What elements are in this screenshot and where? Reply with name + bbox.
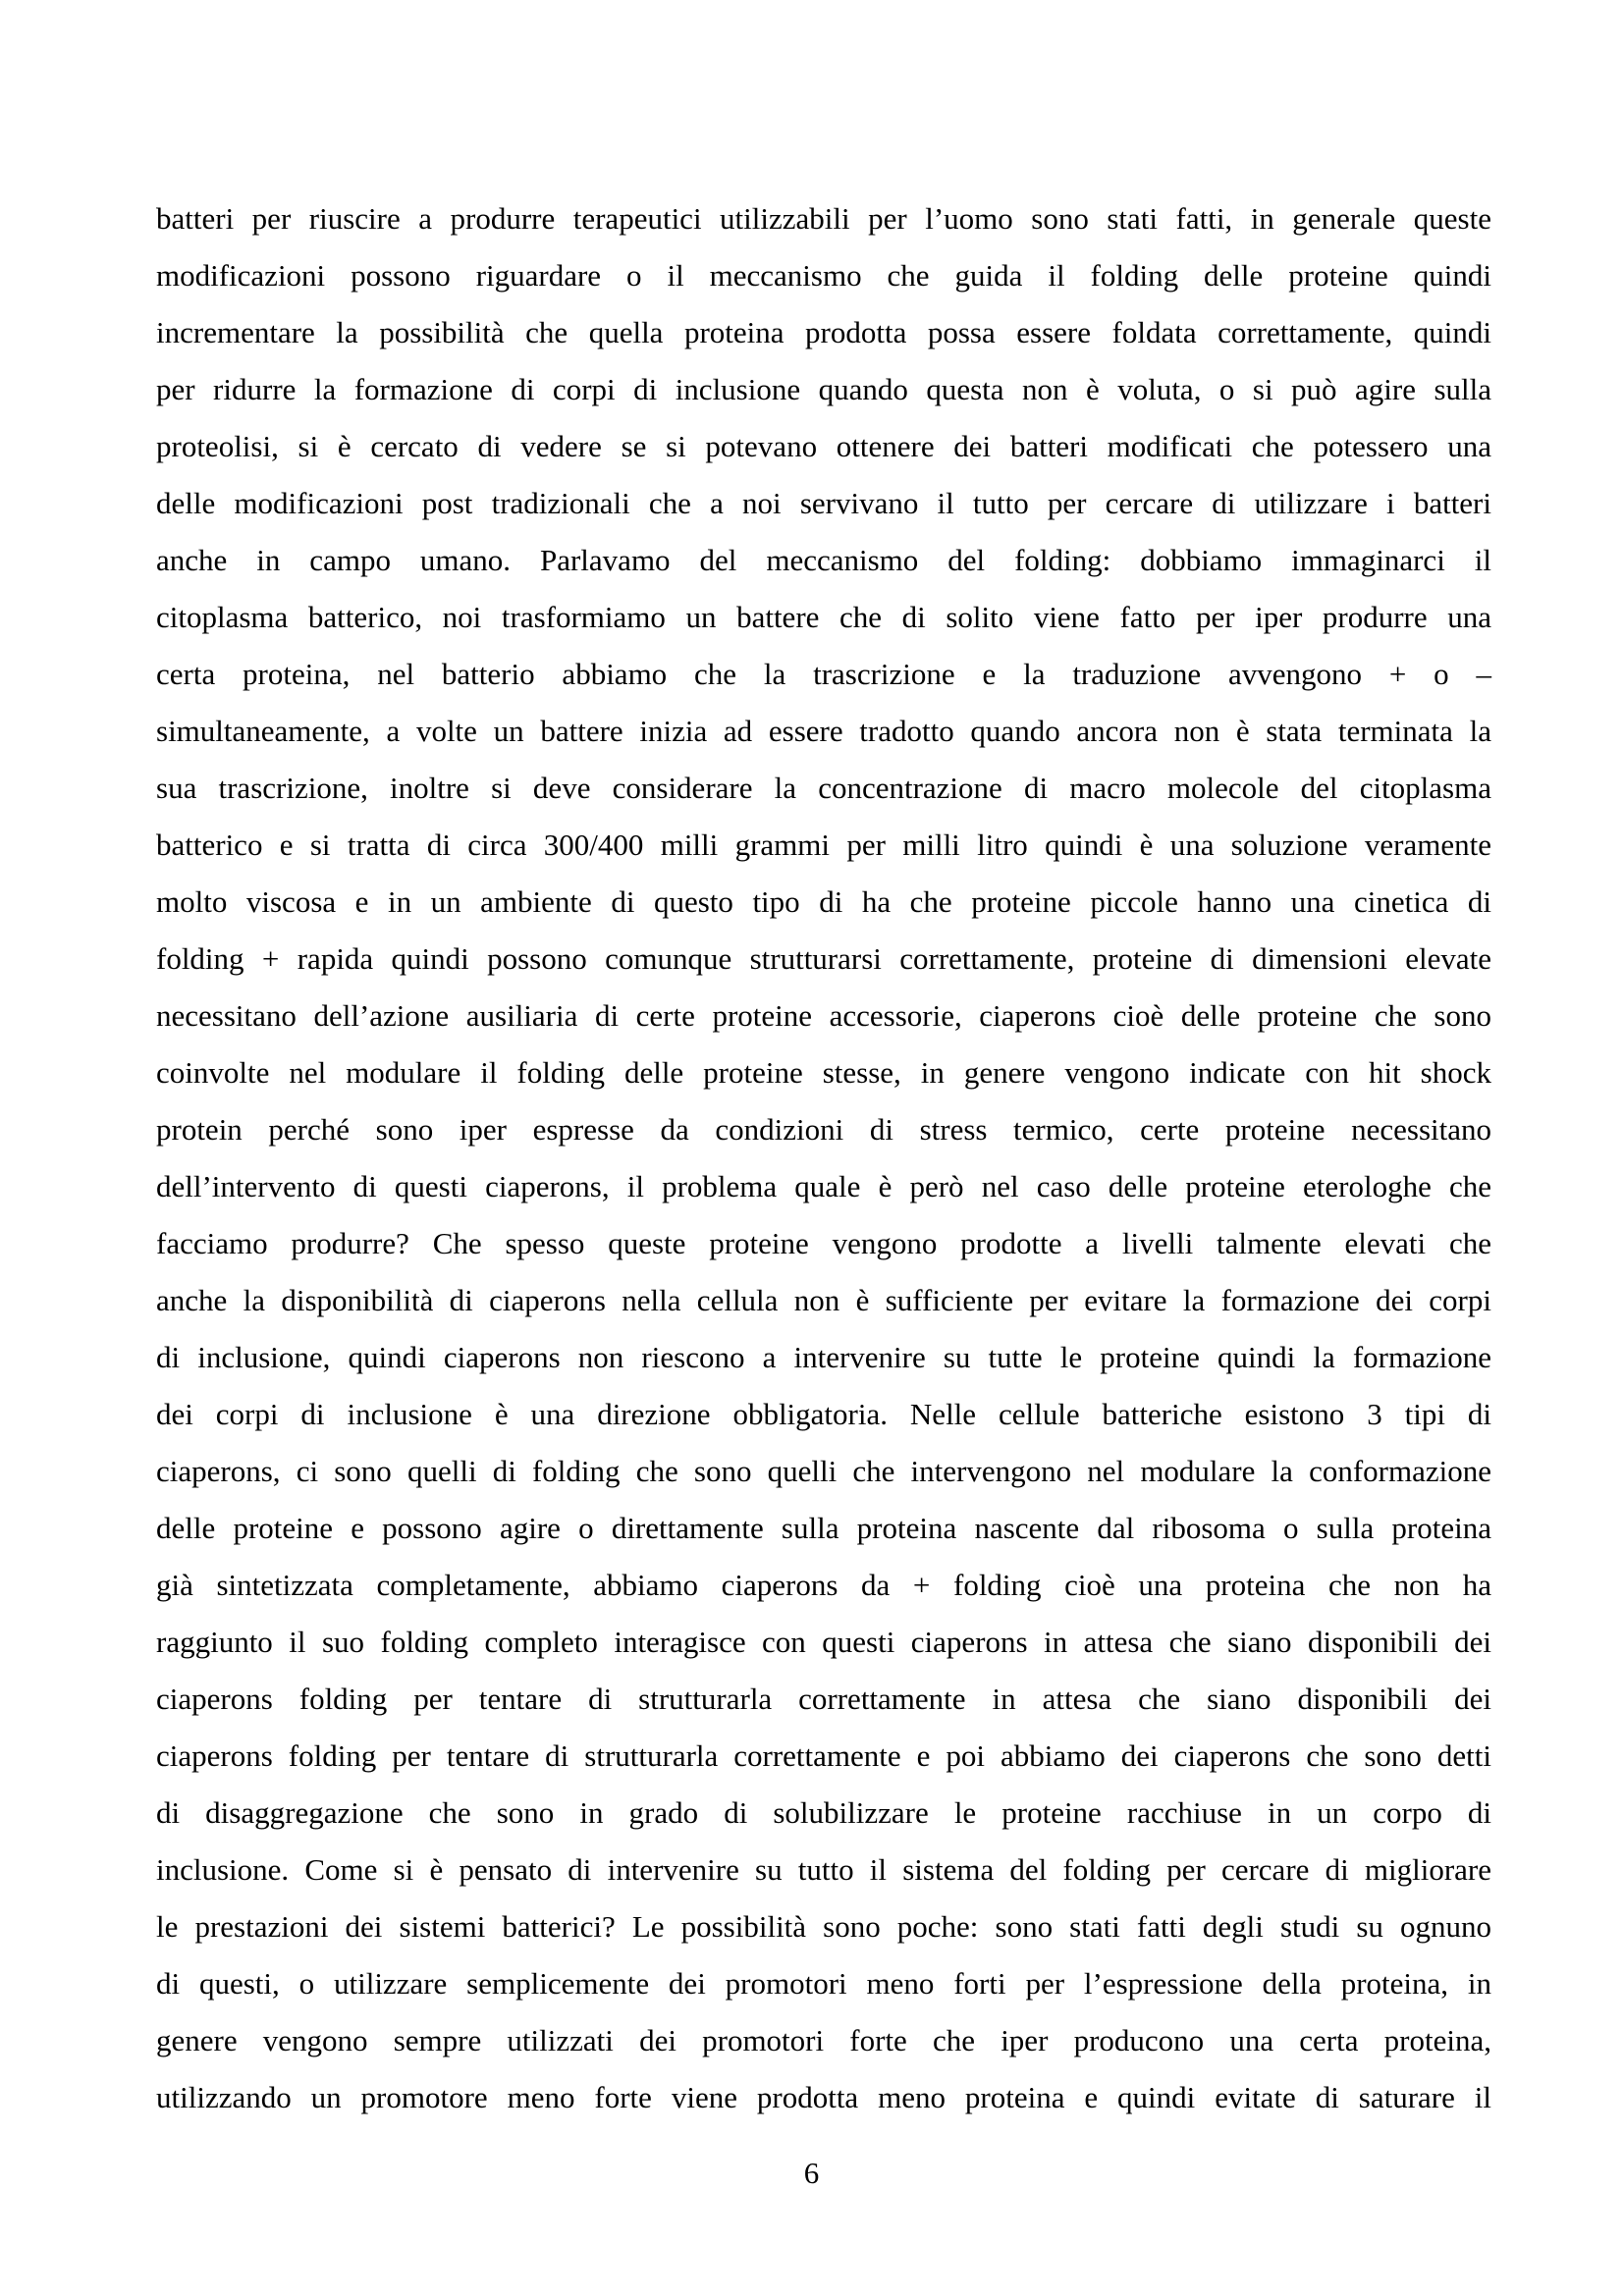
text-line: delle proteine e possono agire o direttamente sulla proteina nascente dal ribosoma o sulla proteina bbox=[156, 1511, 1491, 1545]
text-line: proteolisi, si è cercato di vedere se si potevano ottenere dei batteri modificati che potessero una bbox=[156, 429, 1491, 463]
text-line: ciaperons, ci sono quelli di folding che sono quelli che intervengono nel modulare la conformazione bbox=[156, 1454, 1491, 1488]
text-line: dell’intervento di questi ciaperons, il problema quale è però nel caso delle proteine eterologhe che bbox=[156, 1169, 1491, 1203]
text-line: genere vengono sempre utilizzati dei promotori forte che iper producono una certa proteina, bbox=[156, 2023, 1491, 2057]
text-line: delle modificazioni post tradizionali che a noi servivano il tutto per cercare di utilizzare i batteri bbox=[156, 486, 1491, 520]
text-line: incrementare la possibilità che quella proteina prodotta possa essere foldata correttamente, quindi bbox=[156, 315, 1491, 349]
body-paragraph bbox=[156, 190, 1491, 2126]
text-line: citoplasma batterico, noi trasformiamo un battere che di solito viene fatto per iper produrre una bbox=[156, 600, 1491, 634]
text-line: ciaperons folding per tentare di strutturarla correttamente e poi abbiamo dei ciaperons che sono detti bbox=[156, 1738, 1491, 1773]
text-line: anche in campo umano. Parlavamo del meccanismo del folding: dobbiamo immaginarci il bbox=[156, 543, 1491, 577]
text-line: batterico e si tratta di circa 300/400 milli grammi per milli litro quindi è una soluzione veramente bbox=[156, 828, 1491, 862]
text-line: di disaggregazione che sono in grado di solubilizzare le proteine racchiuse in un corpo di bbox=[156, 1795, 1491, 1830]
text-line: ciaperons folding per tentare di strutturarla correttamente in attesa che siano disponibili dei bbox=[156, 1682, 1491, 1716]
text-line: di inclusione, quindi ciaperons non riescono a intervenire su tutte le proteine quindi la formazione bbox=[156, 1340, 1491, 1374]
text-line: dei corpi di inclusione è una direzione obbligatoria. Nelle cellule batteriche esistono 3 tipi di bbox=[156, 1397, 1491, 1431]
text-line: di questi, o utilizzare semplicemente dei promotori meno forti per l’espressione della proteina, in bbox=[156, 1966, 1491, 2001]
text-line: le prestazioni dei sistemi batterici? Le possibilità sono poche: sono stati fatti degli studi su ognuno bbox=[156, 1909, 1491, 1944]
text-line: anche la disponibilità di ciaperons nella cellula non è sufficiente per evitare la formazione dei corpi bbox=[156, 1283, 1491, 1317]
page-number: 6 bbox=[803, 2156, 820, 2190]
text-line: certa proteina, nel batterio abbiamo che la trascrizione e la traduzione avvengono + o – bbox=[156, 657, 1491, 691]
text-line: protein perché sono iper espresse da condizioni di stress termico, certe proteine necessitano bbox=[156, 1112, 1491, 1147]
text-line: modificazioni possono riguardare o il meccanismo che guida il folding delle proteine quindi bbox=[156, 258, 1491, 293]
text-line: simultaneamente, a volte un battere inizia ad essere tradotto quando ancora non è stata terminata la bbox=[156, 714, 1491, 748]
text-line: facciamo produrre? Che spesso queste proteine vengono prodotte a livelli talmente elevati che bbox=[156, 1226, 1491, 1260]
text-line: inclusione. Come si è pensato di intervenire su tutto il sistema del folding per cercare di migliorare bbox=[156, 1852, 1491, 1887]
text-line: folding + rapida quindi possono comunque strutturarsi correttamente, proteine di dimensioni elevate bbox=[156, 941, 1491, 976]
text-line: raggiunto il suo folding completo interagisce con questi ciaperons in attesa che siano disponibili dei bbox=[156, 1625, 1491, 1659]
text-line: utilizzando un promotore meno forte viene prodotta meno proteina e quindi evitate di saturare il bbox=[156, 2080, 1491, 2114]
text-line: coinvolte nel modulare il folding delle proteine stesse, in genere vengono indicate con hit shock bbox=[156, 1055, 1491, 1090]
text-line: molto viscosa e in un ambiente di questo tipo di ha che proteine piccole hanno una cinetica di bbox=[156, 884, 1491, 919]
text-line: già sintetizzata completamente, abbiamo ciaperons da + folding cioè una proteina che non ha bbox=[156, 1568, 1491, 1602]
text-line: per ridurre la formazione di corpi di inclusione quando questa non è voluta, o si può agire sulla bbox=[156, 372, 1491, 406]
text-line: batteri per riuscire a produrre terapeutici utilizzabili per l’uomo sono stati fatti, in generale queste bbox=[156, 201, 1491, 236]
text-line: sua trascrizione, inoltre si deve considerare la concentrazione di macro molecole del citoplasma bbox=[156, 771, 1491, 805]
text-line: necessitano dell’azione ausiliaria di certe proteine accessorie, ciaperons cioè delle proteine che sono bbox=[156, 998, 1491, 1033]
